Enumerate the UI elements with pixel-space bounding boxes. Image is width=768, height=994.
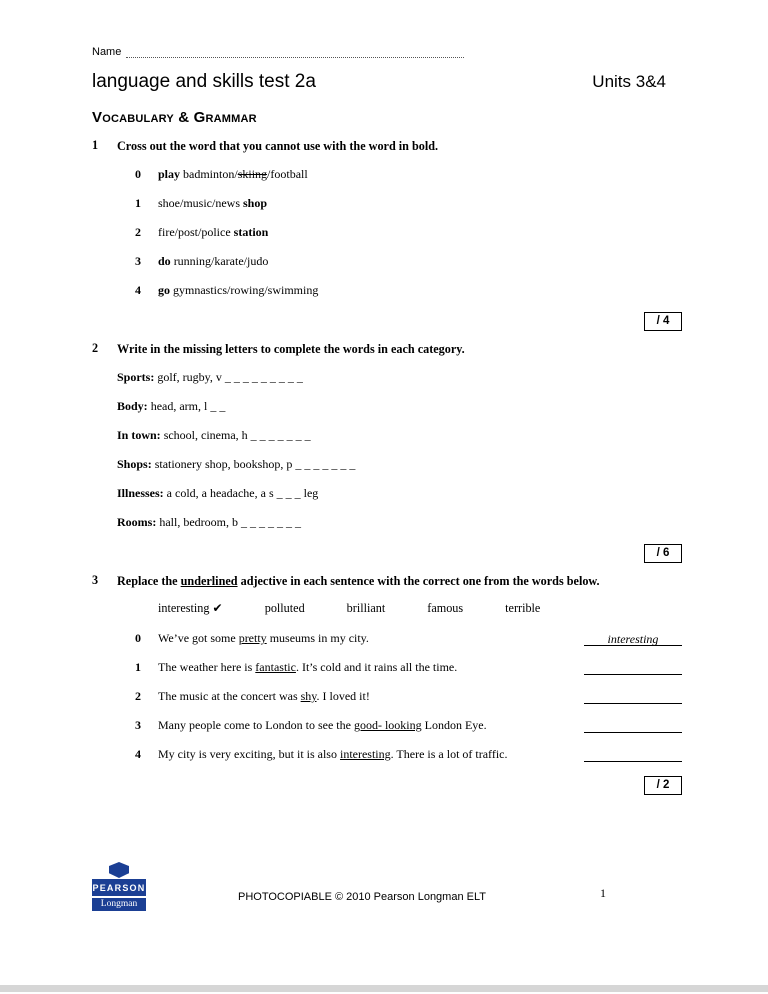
text-segment: The music at the concert was xyxy=(158,689,301,703)
exercise-header xyxy=(92,573,682,589)
item-text xyxy=(158,746,578,762)
text-segment: . It’s cold and it rains all the time. xyxy=(295,660,458,674)
units-label: Units 3&4 xyxy=(592,72,666,91)
name-row xyxy=(92,46,682,58)
exercise-item xyxy=(135,630,682,646)
exercise-number: 1 xyxy=(92,138,99,152)
text-segment: Cross out the word that you cannot use with the word in bold. xyxy=(117,139,439,153)
text-segment: shop xyxy=(243,196,268,210)
exercise-number: 2 xyxy=(92,341,99,355)
logo-longman-text: Longman xyxy=(92,898,146,911)
exercise-item xyxy=(135,717,682,733)
word-bank-item: famous xyxy=(427,601,464,615)
item-text xyxy=(158,688,578,704)
text-segment: shoe/music/news xyxy=(158,196,243,210)
score-box: / 2 xyxy=(644,776,682,795)
text-segment: good- looking xyxy=(353,718,422,732)
exercise-items xyxy=(92,369,682,530)
item-number: 1 xyxy=(135,660,141,674)
text-segment: My city is very exciting, but it is also xyxy=(158,747,340,761)
exercise-item xyxy=(135,253,682,269)
word-bank-item: terrible xyxy=(505,601,541,615)
item-number: 4 xyxy=(135,283,141,297)
exercise-item xyxy=(117,485,682,501)
word-bank-item: interesting ✔ xyxy=(158,601,223,615)
text-segment: Body: xyxy=(117,399,151,413)
text-segment: a cold, a headache, a s _ _ _ leg xyxy=(166,486,319,500)
photocopiable-notice: PHOTOCOPIABLE © 2010 Pearson Longman ELT xyxy=(238,891,486,903)
logo-pearson-text: PEARSON xyxy=(92,879,146,896)
word-bank-item: polluted xyxy=(264,601,305,615)
word-bank-item: brilliant xyxy=(346,601,386,615)
item-text xyxy=(158,659,578,675)
text-segment: London Eye. xyxy=(421,718,487,732)
item-text xyxy=(117,398,225,414)
exercise-header xyxy=(92,138,682,154)
section-heading: Vocabulary & Grammar xyxy=(92,109,257,126)
text-segment: adjective in each sentence with the correct one from the words below. xyxy=(237,574,600,588)
name-blank-line xyxy=(126,47,464,58)
name-label: Name xyxy=(92,46,122,58)
exercise-2 xyxy=(92,341,682,563)
score-box: / 6 xyxy=(644,544,682,563)
text-segment: museums in my city. xyxy=(266,631,369,645)
exercise-item xyxy=(135,746,682,762)
text-segment: The weather here is xyxy=(158,660,256,674)
item-text xyxy=(117,427,311,443)
exercise-instruction xyxy=(117,573,600,589)
exercise-1 xyxy=(92,138,682,331)
text-segment: . I loved it! xyxy=(316,689,370,703)
item-number: 3 xyxy=(135,718,141,732)
item-text xyxy=(117,514,301,530)
bottom-edge-strip xyxy=(0,985,768,992)
item-number: 2 xyxy=(135,689,141,703)
logo-crest-icon xyxy=(109,862,129,878)
text-segment: Illnesses: xyxy=(117,486,167,500)
score-row xyxy=(92,543,682,563)
exercise-items xyxy=(92,630,682,762)
exercise-item xyxy=(117,398,682,414)
text-segment: interesting xyxy=(339,747,391,761)
text-segment: Shops: xyxy=(117,457,155,471)
text-segment: head, arm, l _ _ xyxy=(150,399,226,413)
page-title: language and skills test 2a xyxy=(92,71,316,92)
score-row xyxy=(92,775,682,795)
exercise-item xyxy=(135,166,682,182)
text-segment: golf, rugby, v _ _ _ _ _ _ _ _ _ xyxy=(157,370,303,384)
page-number: 1 xyxy=(600,886,606,900)
text-segment: . There is a lot of traffic. xyxy=(390,747,508,761)
text-segment: shy xyxy=(300,689,317,703)
text-segment: do xyxy=(158,254,171,268)
text-segment: gymnastics/rowing/swimming xyxy=(170,283,319,297)
text-segment: play xyxy=(158,167,184,181)
item-number: 4 xyxy=(135,747,141,761)
item-text xyxy=(117,369,303,385)
text-segment: badminton/ xyxy=(183,167,238,181)
exercise-3 xyxy=(92,573,682,795)
exercise-item xyxy=(117,369,682,385)
text-segment: Many people come to London to see the xyxy=(158,718,354,732)
answer-line: interesting xyxy=(584,631,682,646)
answer-line xyxy=(584,747,682,762)
text-segment: pretty xyxy=(238,631,267,645)
text-segment: go xyxy=(158,283,170,297)
exercise-item xyxy=(135,282,682,298)
text-segment: fantastic xyxy=(255,660,296,674)
exercise-item xyxy=(117,456,682,472)
text-segment: Sports: xyxy=(117,370,158,384)
text-segment: underlined xyxy=(180,574,238,588)
exercise-item xyxy=(135,659,682,675)
text-segment: station xyxy=(233,225,269,239)
text-segment: fire/post/police xyxy=(158,225,234,239)
text-segment: We’ve got some xyxy=(158,631,239,645)
exercise-item xyxy=(135,195,682,211)
item-text xyxy=(158,166,308,182)
item-number: 0 xyxy=(135,167,141,181)
item-text xyxy=(158,717,578,733)
text-segment: Write in the missing letters to complete the words in each category. xyxy=(117,342,465,356)
item-number: 2 xyxy=(135,225,141,239)
answer-line xyxy=(584,718,682,733)
text-segment: /football xyxy=(267,167,308,181)
answer-line xyxy=(584,660,682,675)
title-row xyxy=(92,71,682,93)
item-number: 1 xyxy=(135,196,141,210)
item-number: 3 xyxy=(135,254,141,268)
score-row xyxy=(92,311,682,331)
exercise-items xyxy=(92,166,682,298)
text-segment: stationery shop, bookshop, p _ _ _ _ _ _ _ xyxy=(154,457,356,471)
text-segment: In town: xyxy=(117,428,164,442)
answer-line xyxy=(584,689,682,704)
exercise-number: 3 xyxy=(92,573,99,587)
word-bank xyxy=(158,601,682,616)
text-segment: Replace the xyxy=(117,574,181,588)
exercise-item xyxy=(135,224,682,240)
item-text xyxy=(158,630,578,646)
exercises-container xyxy=(92,138,682,795)
text-segment: hall, bedroom, b _ _ _ _ _ _ _ xyxy=(159,515,301,529)
exercise-item xyxy=(117,427,682,443)
item-text xyxy=(117,456,355,472)
item-text xyxy=(158,253,268,269)
exercise-instruction xyxy=(117,138,438,154)
item-text xyxy=(158,224,268,240)
score-box: / 4 xyxy=(644,312,682,331)
item-text xyxy=(117,485,318,501)
item-number: 0 xyxy=(135,631,141,645)
exercise-item xyxy=(135,688,682,704)
text-segment: school, cinema, h _ _ _ _ _ _ _ xyxy=(163,428,311,442)
item-text xyxy=(158,282,318,298)
exercise-header xyxy=(92,341,682,357)
text-segment: running/karate/judo xyxy=(170,254,269,268)
exercise-item xyxy=(117,514,682,530)
text-segment: skiing xyxy=(237,167,268,181)
exercise-instruction xyxy=(117,341,465,357)
item-text xyxy=(158,195,267,211)
text-segment: Rooms: xyxy=(117,515,160,529)
pearson-longman-logo xyxy=(92,862,146,911)
